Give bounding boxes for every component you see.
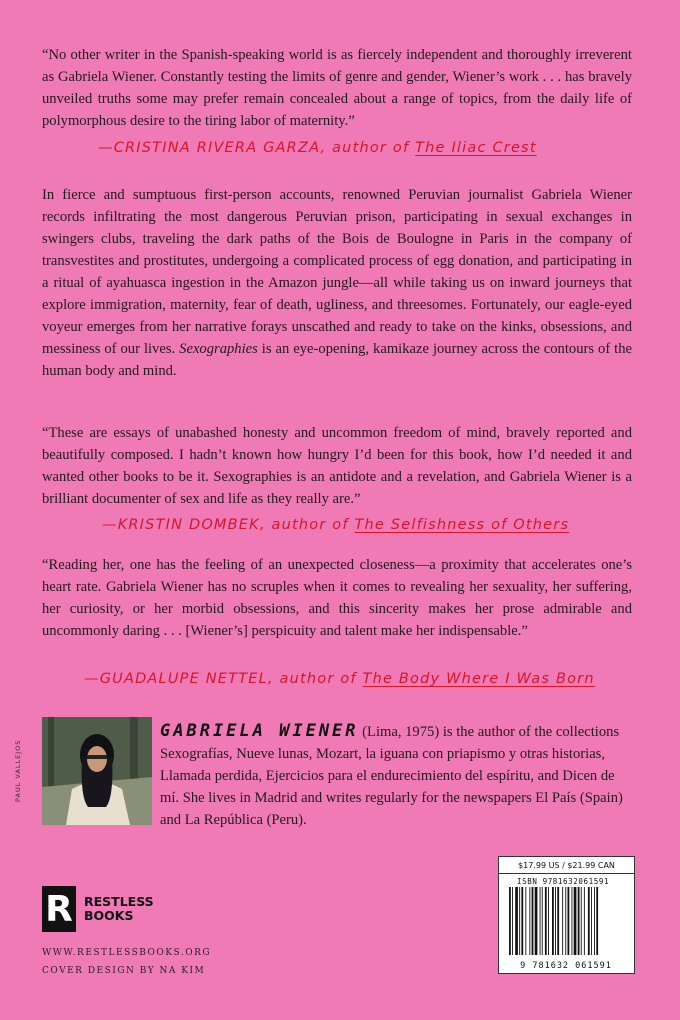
publisher-name-line1: RESTLESS (84, 894, 154, 909)
author-photo (42, 717, 152, 825)
quote-3-book: The Body Where I Was Born (362, 671, 595, 687)
barcode-bar (578, 887, 580, 955)
barcode-bar (555, 887, 556, 955)
publisher-logo-mark: R (42, 886, 76, 932)
barcode-bar (540, 887, 541, 955)
description-body: In fierce and sumptuous first-person accounts, renowned Peruvian journalist Gabriela Wiener records infiltrating the most dangerous Peruvian prison, participating in sexual exchanges in swingers clubs, traveling the dark paths of the Bois de Boulogne in Paris in the company of transvestites and prostitutes, undergoing a complicated process of egg donation, and participating in a ritual of ayahuasca ingestion in the Amazon jungle—all while taking us on inward journeys that explore immigration, maternity, fear of death, ugliness, and threesomes. Fortunately, our eagle-eyed voyeur emerges from her narrative forays unscathed and ready to take on the kinks, obsessions, and messiness of our lives. (42, 187, 632, 357)
barcode-bar (581, 887, 582, 955)
barcode-bar (532, 887, 534, 955)
barcode-bar (521, 887, 523, 955)
isbn-label: ISBN 9781632061591 (517, 877, 610, 886)
barcode-box (498, 856, 635, 974)
barcode-bars (507, 887, 625, 955)
quote-3-attribution (84, 671, 595, 687)
barcode-bar (542, 887, 543, 955)
description-closing: is an eye-opening, kamikaze journey across the contours of the human body and mind. (42, 341, 632, 379)
publisher-logo (42, 886, 154, 932)
quote-2-book: The Selfishness of Others (354, 517, 570, 533)
author-name: GABRIELA WIENER (160, 721, 359, 741)
barcode-bar (568, 887, 570, 955)
quote-1-author: —CRISTINA RIVERA GARZA, author of (98, 140, 416, 156)
barcode-bar (574, 887, 577, 955)
barcode-bar (584, 887, 585, 955)
barcode-bar (572, 887, 573, 955)
book-description (42, 184, 632, 382)
publisher-name (84, 895, 154, 923)
barcode-bar (596, 887, 598, 955)
quote-3-author: —GUADALUPE NETTEL, author of (84, 671, 363, 687)
quote-1-text: “No other writer in the Spanish-speaking world is as fiercely independent and thoroughly irreverent as Gabriela Wiener. Constantly testing the limits of genre and gender, Wiener’s work . . . has bravely unveiled truths some may prefer remain concealed about a range of topics, from the daily life of polymorphous desire to the tiring labor of maternity.” (42, 47, 632, 129)
barcode-bar (552, 887, 554, 955)
barcode-bar (594, 887, 595, 955)
barcode-bar (535, 887, 538, 955)
quote-1-book: The Iliac Crest (415, 140, 537, 156)
barcode-bar (529, 887, 530, 955)
barcode-bar (545, 887, 547, 955)
quote-2-author: —KRISTIN DOMBEK, author of (102, 517, 355, 533)
quote-1-attribution (98, 140, 537, 156)
author-bio (160, 720, 632, 831)
quote-2-attribution (102, 517, 569, 533)
description-title: Sexographies (179, 341, 258, 357)
barcode-bar (591, 887, 592, 955)
barcode-bar (512, 887, 513, 955)
barcode-bar (565, 887, 566, 955)
publisher-website: WWW.RESTLESSBOOKS.ORG (42, 948, 212, 958)
photo-credit: PAUL VALLEJOS (14, 739, 22, 803)
barcode-bar (562, 887, 563, 955)
quote-3-text: “Reading her, one has the feeling of an unexpected closeness—a proximity that accelerates one’s heart rate. Gabriela Wiener has no scruples when it comes to revealing her sexuality, her suffering, her curiosity, or her morbid obsessions, and this sincerity makes her prose admirable and uncommonly daring . . . [Wiener’s] perspicuity and talent make her indispensable.” (42, 557, 632, 639)
barcode-bar (588, 887, 590, 955)
publisher-name-line2: BOOKS (84, 908, 134, 923)
price: $17.99 US / $21.99 CAN (499, 857, 634, 874)
quote-2-text: “These are essays of unabashed honesty and uncommon freedom of mind, bravely reported and beautifully composed. I hadn’t known how hungry I’d been for this book, how I’d needed it and wanted other books to be it. Sexographies is an antidote and a revelation, and Gabriela Wiener is a brilliant documenter of sex and life as they really are.” (42, 425, 632, 507)
author-bio-text: (Lima, 1975) is the author of the collections Sexografías, Nueve lunas, Mozart, la iguana con priapismo y otras historias, Llamada perdida, Ejercicios para el endurecimiento del espíritu, and Dicen de mí. She lives in Madrid and writes regularly for the newspapers El País (Spain) and La República (Peru). (160, 724, 623, 828)
barcode-bar (548, 887, 549, 955)
isbn-digits: 9 781632 061591 (520, 961, 612, 971)
barcode-bar (509, 887, 511, 955)
cover-design-credit: COVER DESIGN BY NA KIM (42, 966, 206, 976)
barcode-bar (519, 887, 520, 955)
barcode-bar (557, 887, 559, 955)
barcode-bar (525, 887, 526, 955)
barcode-bar (515, 887, 518, 955)
